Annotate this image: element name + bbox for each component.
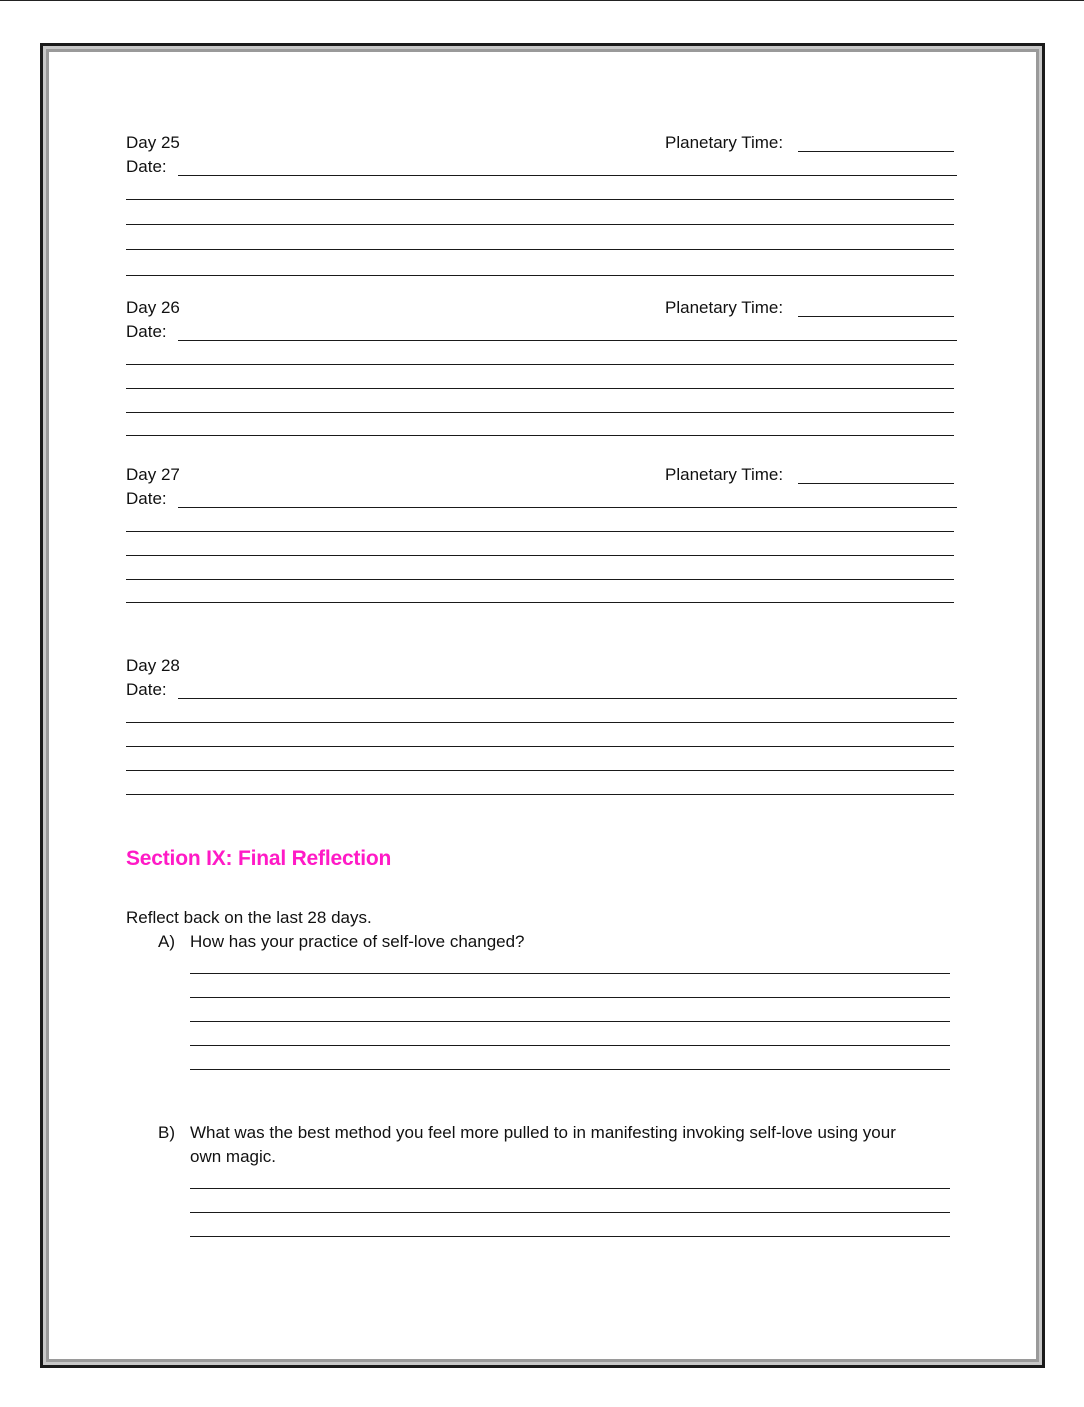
answer-line[interactable] bbox=[190, 1045, 950, 1046]
answer-line[interactable] bbox=[190, 1236, 950, 1237]
writing-line[interactable] bbox=[126, 435, 954, 436]
writing-line[interactable] bbox=[126, 388, 954, 389]
date-label: Date: bbox=[126, 489, 167, 508]
day-label: Day 28 bbox=[126, 656, 180, 675]
planetary-time-label: Planetary Time: bbox=[665, 465, 784, 484]
planetary-time-label: Planetary Time: bbox=[665, 298, 784, 317]
writing-line[interactable] bbox=[126, 364, 954, 365]
date-field[interactable] bbox=[178, 175, 957, 176]
date-field[interactable] bbox=[178, 698, 957, 699]
writing-line[interactable] bbox=[126, 531, 954, 532]
day-label: Day 26 bbox=[126, 298, 180, 317]
date-label: Date: bbox=[126, 322, 167, 341]
planetary-time-field[interactable] bbox=[798, 483, 954, 484]
day-label: Day 27 bbox=[126, 465, 180, 484]
answer-line[interactable] bbox=[190, 1212, 950, 1213]
answer-line[interactable] bbox=[190, 1069, 950, 1070]
writing-line[interactable] bbox=[126, 199, 954, 200]
writing-line[interactable] bbox=[126, 224, 954, 225]
answer-line[interactable] bbox=[190, 997, 950, 998]
question-marker: A) bbox=[158, 932, 175, 951]
answer-line[interactable] bbox=[190, 1021, 950, 1022]
question-text-line-2: own magic. bbox=[190, 1147, 276, 1166]
writing-line[interactable] bbox=[126, 275, 954, 276]
writing-line[interactable] bbox=[126, 770, 954, 771]
question-text-line-1: What was the best method you feel more pulled to in manifesting invoking self-love using your bbox=[190, 1123, 896, 1142]
date-field[interactable] bbox=[178, 507, 957, 508]
date-label: Date: bbox=[126, 157, 167, 176]
writing-line[interactable] bbox=[126, 746, 954, 747]
date-label: Date: bbox=[126, 680, 167, 699]
question-marker: B) bbox=[158, 1123, 175, 1142]
planetary-time-field[interactable] bbox=[798, 316, 954, 317]
section-title: Section IX: Final Reflection bbox=[126, 847, 392, 870]
date-field[interactable] bbox=[178, 340, 957, 341]
answer-line[interactable] bbox=[190, 973, 950, 974]
planetary-time-label: Planetary Time: bbox=[665, 133, 784, 152]
writing-line[interactable] bbox=[126, 249, 954, 250]
writing-line[interactable] bbox=[126, 602, 954, 603]
question-text: How has your practice of self-love changed? bbox=[190, 932, 525, 951]
section-intro: Reflect back on the last 28 days. bbox=[126, 908, 372, 927]
planetary-time-field[interactable] bbox=[798, 151, 954, 152]
writing-line[interactable] bbox=[126, 579, 954, 580]
writing-line[interactable] bbox=[126, 722, 954, 723]
answer-line[interactable] bbox=[190, 1188, 950, 1189]
writing-line[interactable] bbox=[126, 794, 954, 795]
writing-line[interactable] bbox=[126, 555, 954, 556]
day-label: Day 25 bbox=[126, 133, 180, 152]
writing-line[interactable] bbox=[126, 412, 954, 413]
